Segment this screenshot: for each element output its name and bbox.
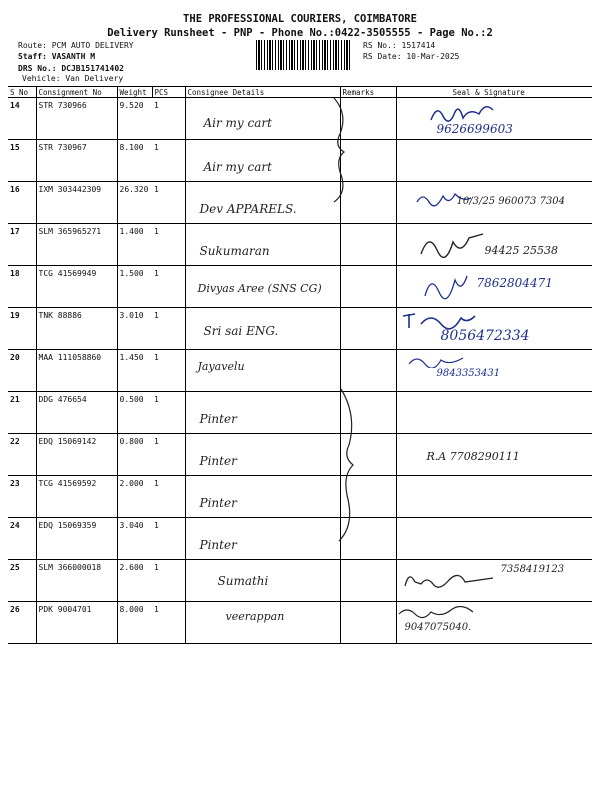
consignee-handwriting: Pinter — [199, 538, 237, 552]
table-row — [8, 350, 592, 392]
signature-scribble — [403, 568, 499, 590]
signature-scribble — [407, 352, 467, 368]
cell-consignment: EDQ 15069359 — [36, 518, 117, 560]
cell-pcs: 1 — [152, 602, 185, 644]
cell-consignment: TCG 41569949 — [36, 266, 117, 308]
cell-signature — [396, 476, 592, 518]
vehicle-label: Vehicle: Van Delivery — [22, 74, 124, 83]
cell-pcs: 1 — [152, 434, 185, 476]
cell-pcs: 1 — [152, 224, 185, 266]
col-remarks: Remarks — [340, 87, 396, 98]
cell-consignment: MAA 111058860 — [36, 350, 117, 392]
cell-signature — [396, 98, 592, 140]
cell-weight: 0.800 — [117, 434, 152, 476]
cell-signature — [396, 308, 592, 350]
cell-signature — [396, 182, 592, 224]
cell-signature — [396, 266, 592, 308]
cell-sno: 15 — [8, 140, 36, 182]
cell-weight: 0.500 — [117, 392, 152, 434]
phone-handwriting: R.A 7708290111 — [426, 450, 520, 463]
cell-sno: 26 — [8, 602, 36, 644]
cell-consignment: TCG 41569592 — [36, 476, 117, 518]
cell-remarks — [340, 602, 396, 644]
cell-signature — [396, 434, 592, 476]
cell-weight: 1.450 — [117, 350, 152, 392]
barcode — [256, 40, 352, 70]
cell-sno: 25 — [8, 560, 36, 602]
consignee-handwriting: Sumathi — [217, 574, 269, 588]
table-row — [8, 308, 592, 350]
cell-pcs: 1 — [152, 392, 185, 434]
cell-weight: 2.600 — [117, 560, 152, 602]
cell-pcs: 1 — [152, 98, 185, 140]
table-row — [8, 182, 592, 224]
cell-consignment: DDG 476654 — [36, 392, 117, 434]
cell-consignee — [185, 308, 340, 350]
consignee-handwriting: Sukumaran — [199, 244, 270, 258]
signature-scribble — [421, 270, 471, 300]
table-row — [8, 140, 592, 182]
cell-signature — [396, 602, 592, 644]
table-row — [8, 392, 592, 434]
col-sno: S No — [8, 87, 36, 98]
cell-remarks — [340, 224, 396, 266]
cell-consignee — [185, 518, 340, 560]
cell-weight: 9.520 — [117, 98, 152, 140]
consignee-handwriting: Jayavelu — [197, 360, 245, 373]
runsheet-subtitle: Delivery Runsheet - PNP - Phone No.:0422-3505555 - Page No.:2 — [107, 27, 493, 39]
col-pcs: PCS — [152, 87, 185, 98]
table-row — [8, 602, 592, 644]
cell-consignment: STR 730967 — [36, 140, 117, 182]
signature-scribble — [397, 604, 477, 620]
cell-pcs: 1 — [152, 560, 185, 602]
table-header-row — [8, 87, 592, 98]
phone-handwriting: 94425 25538 — [484, 244, 558, 257]
cell-sno: 20 — [8, 350, 36, 392]
phone-handwriting: 7358419123 — [500, 564, 565, 575]
cell-consignment: PDK 9004701 — [36, 602, 117, 644]
company-title: THE PROFESSIONAL COURIERS, COIMBATORE — [183, 13, 417, 25]
table-row — [8, 224, 592, 266]
cell-sno: 19 — [8, 308, 36, 350]
cell-signature — [396, 518, 592, 560]
cell-weight: 26.320 — [117, 182, 152, 224]
cell-signature — [396, 140, 592, 182]
col-weight: Weight — [117, 87, 152, 98]
cell-sno: 16 — [8, 182, 36, 224]
staff-label: Staff: VASANTH M — [18, 52, 96, 61]
cell-sno: 14 — [8, 98, 36, 140]
table-row — [8, 266, 592, 308]
cell-consignee — [185, 392, 340, 434]
bracket-mark — [335, 385, 361, 545]
route-label: Route: PCM AUTO DELIVERY — [18, 41, 134, 50]
phone-handwriting: 10/3/25 960073 7304 — [456, 196, 566, 207]
cell-weight: 3.040 — [117, 518, 152, 560]
cell-sno: 21 — [8, 392, 36, 434]
cell-signature — [396, 350, 592, 392]
cell-remarks — [340, 266, 396, 308]
cell-weight: 1.500 — [117, 266, 152, 308]
consignee-handwriting: Pinter — [199, 454, 237, 468]
consignee-handwriting: Divyas Aree (SNS CG) — [197, 282, 322, 295]
table-row — [8, 560, 592, 602]
cell-weight: 2.000 — [117, 476, 152, 518]
col-consignment: Consignment No — [36, 87, 117, 98]
cell-sno: 24 — [8, 518, 36, 560]
cell-weight: 3.010 — [117, 308, 152, 350]
cell-consignee — [185, 140, 340, 182]
cell-signature — [396, 392, 592, 434]
cell-consignee — [185, 266, 340, 308]
consignee-handwriting: Pinter — [199, 496, 237, 510]
cell-consignment: EDQ 15069142 — [36, 434, 117, 476]
signature-scribble — [417, 230, 487, 260]
cell-weight: 1.400 — [117, 224, 152, 266]
phone-handwriting: 9626699603 — [436, 122, 513, 136]
cell-consignment: IXM 303442309 — [36, 182, 117, 224]
phone-handwriting: 9843353431 — [436, 368, 501, 379]
phone-handwriting: 9047075040. — [404, 622, 472, 633]
consignee-handwriting: veerappan — [225, 610, 285, 623]
cell-consignee — [185, 602, 340, 644]
drs-label: DRS No.: DCJB151741402 — [18, 64, 124, 73]
consignee-handwriting: Air my cart — [203, 116, 272, 130]
cell-pcs: 1 — [152, 476, 185, 518]
cell-consignment: STR 730966 — [36, 98, 117, 140]
signature-scribble — [401, 310, 481, 330]
table-row — [8, 476, 592, 518]
cell-consignee — [185, 98, 340, 140]
phone-handwriting: 8056472334 — [440, 328, 530, 344]
cell-signature — [396, 224, 592, 266]
cell-consignee — [185, 182, 340, 224]
signature-scribble — [429, 102, 509, 124]
cell-consignee — [185, 560, 340, 602]
consignee-handwriting: Sri sai ENG. — [203, 324, 279, 338]
col-signature: Seal & Signature — [396, 87, 592, 98]
cell-signature — [396, 560, 592, 602]
table-row — [8, 98, 592, 140]
cell-sno: 17 — [8, 224, 36, 266]
phone-handwriting: 7862804471 — [476, 276, 553, 290]
cell-pcs: 1 — [152, 140, 185, 182]
table-row — [8, 518, 592, 560]
cell-consignee — [185, 350, 340, 392]
col-consignee: Consignee Details — [185, 87, 340, 98]
cell-pcs: 1 — [152, 182, 185, 224]
rs-date: RS Date: 10-Mar-2025 — [363, 52, 460, 61]
cell-pcs: 1 — [152, 350, 185, 392]
cell-weight: 8.000 — [117, 602, 152, 644]
rs-number: RS No.: 1517414 — [363, 41, 436, 50]
cell-sno: 18 — [8, 266, 36, 308]
cell-remarks — [340, 560, 396, 602]
cell-sno: 22 — [8, 434, 36, 476]
runsheet-table — [8, 86, 592, 644]
bracket-mark — [330, 96, 352, 204]
cell-consignee — [185, 434, 340, 476]
cell-remarks — [340, 308, 396, 350]
cell-consignee — [185, 224, 340, 266]
cell-weight: 8.100 — [117, 140, 152, 182]
table-row — [8, 434, 592, 476]
consignee-handwriting: Dev APPARELS. — [199, 202, 297, 216]
cell-consignee — [185, 476, 340, 518]
cell-consignment: TNK 88886 — [36, 308, 117, 350]
cell-pcs: 1 — [152, 308, 185, 350]
cell-consignment: SLM 365965271 — [36, 224, 117, 266]
cell-pcs: 1 — [152, 266, 185, 308]
consignee-handwriting: Air my cart — [203, 160, 272, 174]
cell-consignment: SLM 366000018 — [36, 560, 117, 602]
consignee-handwriting: Pinter — [199, 412, 237, 426]
cell-pcs: 1 — [152, 518, 185, 560]
cell-sno: 23 — [8, 476, 36, 518]
